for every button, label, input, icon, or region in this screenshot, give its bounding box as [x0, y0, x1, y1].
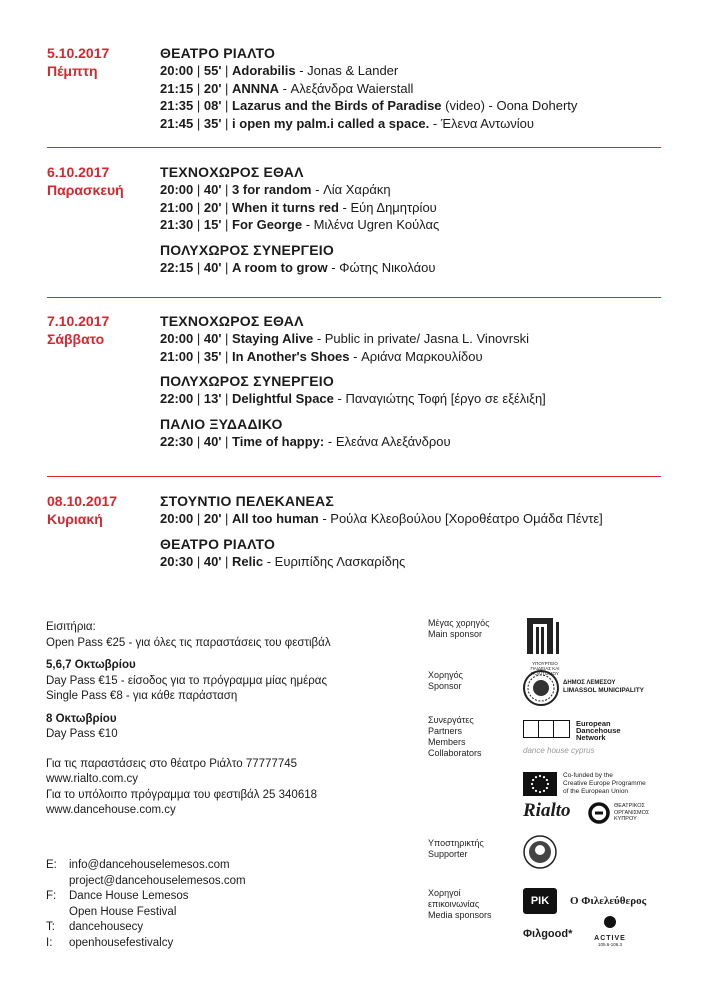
show-duration: 08': [203, 98, 222, 114]
thoc-logo: ΘΕΑΤΡΙΚΟΣ ΟΡΓΑΝΙΣΜΟΣ ΚΥΠΡΟΥ: [588, 802, 649, 824]
venue-group: [160, 492, 670, 528]
show-artist: - Ρούλα Κλεοβούλου [Χοροθέατρο Ομάδα Πέντε]: [322, 511, 603, 526]
performance-row: 20:00 | 55' | Adorabilis - Jonas & Lander: [160, 63, 399, 78]
show-title: Lazarus and the Birds of Paradise: [232, 98, 442, 114]
show-artist: - Εύη Δημητρίου: [342, 199, 437, 215]
show-time: 21:35: [160, 98, 194, 114]
performance-row: 22:00 | 13' | Delightful Space - Παναγιώτης Τοφή [έργο σε εξέλιξη]: [160, 391, 546, 407]
date-label: 7.10.2017: [47, 313, 110, 329]
show-artist: - Αριάνα Μαρκουλίδου: [353, 348, 483, 364]
edn-logo: European Dancehouse Network: [523, 720, 621, 741]
day-date: [47, 44, 157, 80]
supporter-logo: [523, 835, 557, 874]
venue-name: ΤΕΧΝΟΧΩΡΟΣ ΕΘΑΛ: [160, 313, 304, 329]
show-time: 20:00: [160, 182, 194, 197]
tickets-heading: Εισιτήρια:: [46, 621, 96, 633]
performance-row: 21:35 | 08' | Lazarus and the Birds of Paradise (video) - Oona Doherty: [160, 98, 578, 114]
show-title: Staying Alive: [232, 331, 314, 346]
rialto-line: Για τις παραστάσεις στο θέατρο Ριάλτο 77777745: [46, 757, 298, 770]
date-label: 6.10.2017: [47, 164, 110, 180]
email-2[interactable]: project@dancehouselemesos.com: [69, 874, 246, 887]
venue-name: ΤΕΧΝΟΧΩΡΟΣ ΕΘΑΛ: [160, 164, 304, 180]
ministry-logo: ΥΠΟΥΡΓΕΙΟ ΠΑΙΔΕΙΑΣ ΚΑΙ ΠΟΛΙΤΙΣΜΟΥ: [523, 616, 563, 664]
days-heading: 5,6,7 Οκτωβρίου: [46, 659, 136, 671]
single-pass: Single Pass €8 - για κάθε παράσταση: [46, 690, 238, 702]
show-time: 21:30: [160, 217, 194, 233]
venue-group: [160, 312, 670, 365]
email-1[interactable]: info@dancehouselemesos.com: [69, 859, 230, 871]
active-radio-logo: ACTIVE 105.6-106.3: [590, 914, 630, 947]
show-duration: 35': [203, 115, 222, 131]
show-artist: - Φώτης Νικολάου: [331, 259, 436, 275]
show-title: For George: [232, 217, 303, 233]
contact-instagram: I: openhousefestivalcy: [46, 936, 246, 952]
show-duration: 40': [203, 553, 222, 569]
performance-row: 20:00 | 20' | All too human - Ρούλα Κλεοβούλου [Χοροθέατρο Ομάδα Πέντε]: [160, 511, 603, 526]
performance-row: 21:00 | 35' | In Another's Shoes - Αριάνα Μαρκουλίδου: [160, 348, 483, 364]
venue-name: ΠΑΛΙΟ ΞΥΔΑΔΙΚΟ: [160, 415, 283, 432]
performance-row: 20:00 | 40' | Staying Alive - Public in private/ Jasna L. Vinovrski: [160, 331, 530, 346]
venue-group: [160, 241, 670, 277]
show-duration: 40': [203, 182, 222, 197]
show-time: 20:00: [160, 331, 194, 346]
show-artist: - Μιλένα Ugren Κούλας: [305, 217, 440, 233]
show-artist: - Αλεξάνδρα Waierstall: [282, 80, 414, 96]
performance-row: 20:00 | 40' | 3 for random - Λία Χαράκη: [160, 182, 391, 197]
show-time: 22:30: [160, 433, 194, 449]
date-label: 08.10.2017: [47, 493, 118, 509]
rialto-url[interactable]: www.rialto.com.cy: [46, 773, 139, 785]
venue-group: [160, 163, 670, 234]
show-duration: 20': [203, 199, 222, 215]
show-title: When it turns red: [232, 199, 339, 215]
show-time: 20:00: [160, 63, 194, 78]
tickets-info: [46, 620, 406, 819]
show-duration: 35': [203, 348, 222, 364]
media-sponsors-label: Χορηγοί επικοινωνίας Media sponsors: [428, 888, 492, 920]
performance-row: 21:30 | 15' | For George - Μιλένα Ugren Κούλας: [160, 217, 440, 233]
show-title: Time of happy:: [232, 433, 325, 449]
show-duration: 15': [203, 217, 222, 233]
show-time: 20:00: [160, 511, 194, 526]
instagram-handle[interactable]: openhousefestivalcy: [69, 936, 174, 949]
show-duration: 55': [203, 63, 222, 78]
weekday-label: Σάββατο: [47, 331, 105, 347]
open-pass: Open Pass €25 - για όλες τις παραστάσεις του φεστιβάλ: [46, 636, 331, 649]
partners-label: Συνεργάτες Partners Members Collaborators: [428, 715, 482, 758]
show-title: i open my palm.i called a space.: [232, 115, 430, 131]
show-title: 3 for random: [232, 182, 312, 197]
venue-group: [160, 372, 670, 408]
show-title: Adorabilis: [232, 63, 296, 78]
venue-name: ΘΕΑΤΡΟ ΡΙΑΛΤΟ: [160, 45, 276, 61]
facebook-2[interactable]: Open House Festival: [69, 905, 177, 918]
day-date: [47, 312, 157, 348]
twitter-handle[interactable]: dancehousecy: [69, 921, 144, 933]
rest-line: Για το υπόλοιπο πρόγραμμα του φεστιβάλ 25 340618: [46, 788, 318, 801]
show-title: Relic: [232, 553, 264, 569]
show-time: 21:00: [160, 348, 194, 364]
show-time: 22:00: [160, 391, 194, 407]
rik-logo: ΡΙΚ: [523, 888, 557, 914]
edn-mark-icon: [523, 720, 570, 738]
day-pass-2: Day Pass €10: [46, 728, 118, 740]
performance-row: 21:15 | 20' | ANNNA - Αλεξάνδρα Waierstall: [160, 80, 414, 96]
show-time: 21:00: [160, 199, 194, 215]
venue-group: [160, 415, 670, 451]
show-artist: - Jonas & Lander: [299, 63, 399, 78]
day8-heading: 8 Οκτωβρίου: [46, 712, 117, 725]
day-date: [47, 163, 157, 199]
contact-twitter: T: dancehousecy: [46, 920, 246, 936]
performance-row: 22:15 | 40' | A room to grow - Φώτης Νικολάου: [160, 259, 436, 275]
dancehouse-url[interactable]: www.dancehouse.com.cy: [46, 804, 176, 816]
facebook-1[interactable]: Dance House Lemesos: [69, 890, 189, 902]
eu-flag-icon: [523, 772, 557, 796]
show-title: Delightful Space: [232, 391, 334, 407]
venue-list: [160, 44, 670, 139]
show-artist: - Ευριπίδης Λασκαρίδης: [266, 553, 406, 569]
dance-house-cyprus-logo: dance house cyprus: [523, 746, 595, 755]
show-title: In Another's Shoes: [232, 348, 350, 364]
active-radio-icon: [602, 914, 618, 930]
venue-list: [160, 312, 670, 457]
day-pass-1: Day Pass €15 - είσοδος για το πρόγραμμα μίας ημέρας: [46, 674, 327, 687]
show-time: 22:15: [160, 259, 194, 275]
venue-group: [160, 44, 670, 132]
performance-row: 21:45 | 35' | i open my palm.i called a space. - Έλενα Αντωνίου: [160, 115, 535, 131]
venue-name: ΘΕΑΤΡΟ ΡΙΑΛΤΟ: [160, 535, 276, 552]
show-time: 20:30: [160, 553, 194, 569]
venue-list: [160, 163, 670, 283]
contact-facebook: F: Dance House Lemesos Open House Festival: [46, 889, 246, 920]
performance-row: 21:00 | 20' | When it turns red - Εύη Δημητρίου: [160, 199, 437, 215]
thoc-emblem-icon: [588, 802, 610, 824]
filgood-logo: Φιλgood*: [523, 928, 573, 940]
show-title: All too human: [232, 511, 319, 526]
show-artist: - Ελεάνα Αλεξάνδρου: [327, 433, 451, 449]
day-separator: [47, 476, 661, 477]
show-duration: 40': [203, 259, 222, 275]
weekday-label: Κυριακή: [47, 511, 103, 527]
show-artist: - Λία Χαράκη: [315, 182, 391, 197]
eu-creative-europe-logo: Co-funded by the Creative Europe Programme of the European Union: [523, 772, 646, 796]
show-title: ANNNA: [232, 80, 279, 96]
show-artist: - Public in private/ Jasna L. Vinovrski: [316, 331, 530, 346]
ministry-emblem-icon: [523, 616, 563, 656]
venue-list: [160, 492, 670, 577]
municipality-name: ΔΗΜΟΣ ΛΕΜΕΣΟΥ LIMASSOL MUNICIPALITY: [563, 680, 645, 694]
day-date: [47, 492, 157, 528]
supporter-seal-icon: [523, 835, 557, 869]
show-time: 21:15: [160, 80, 194, 96]
contact-email: E: info@dancehouselemesos.com project@dancehouselemesos.com: [46, 858, 246, 889]
show-artist: - Παναγιώτης Τοφή [έργο σε εξέλιξη]: [337, 391, 546, 407]
show-title: A room to grow: [232, 259, 328, 275]
day-separator: [47, 147, 661, 148]
date-label: 5.10.2017: [47, 45, 110, 61]
show-duration: 40': [203, 433, 222, 449]
performance-row: 22:30 | 40' | Time of happy: - Ελεάνα Αλεξάνδρου: [160, 433, 451, 449]
show-time: 21:45: [160, 115, 194, 131]
show-duration: 20': [203, 511, 222, 526]
venue-name: ΠΟΛΥΧΩΡΟΣ ΣΥΝΕΡΓΕΙΟ: [160, 241, 334, 258]
sponsor-label: Χορηγός Sponsor: [428, 670, 463, 691]
municipality-seal-icon: [523, 670, 559, 706]
show-duration: 20': [203, 80, 222, 96]
weekday-label: Παρασκευή: [47, 182, 124, 198]
rialto-logo: Rialto: [523, 800, 571, 821]
venue-group: [160, 535, 670, 571]
show-duration: 40': [203, 331, 222, 346]
weekday-label: Πέμπτη: [47, 63, 98, 79]
venue-name: ΠΟΛΥΧΩΡΟΣ ΣΥΝΕΡΓΕΙΟ: [160, 373, 334, 390]
phileleftheros-logo: Ο Φιλελεύθερος: [570, 895, 647, 907]
show-duration: 13': [203, 391, 222, 407]
limassol-municipality-logo: [523, 670, 559, 711]
show-artist: - Έλενα Αντωνίου: [432, 115, 535, 131]
venue-name: ΣΤΟΥΝΤΙΟ ΠΕΛΕΚΑΝΕΑΣ: [160, 493, 334, 509]
day-separator: [47, 297, 661, 298]
supporter-label: Υποστηρικτής Supporter: [428, 838, 484, 859]
main-sponsor-label: Μέγας χορηγός Main sponsor: [428, 618, 490, 639]
show-artist: (video) - Oona Doherty: [445, 98, 578, 114]
performance-row: 20:30 | 40' | Relic - Ευριπίδης Λασκαρίδης: [160, 553, 406, 569]
contacts: [46, 858, 246, 951]
